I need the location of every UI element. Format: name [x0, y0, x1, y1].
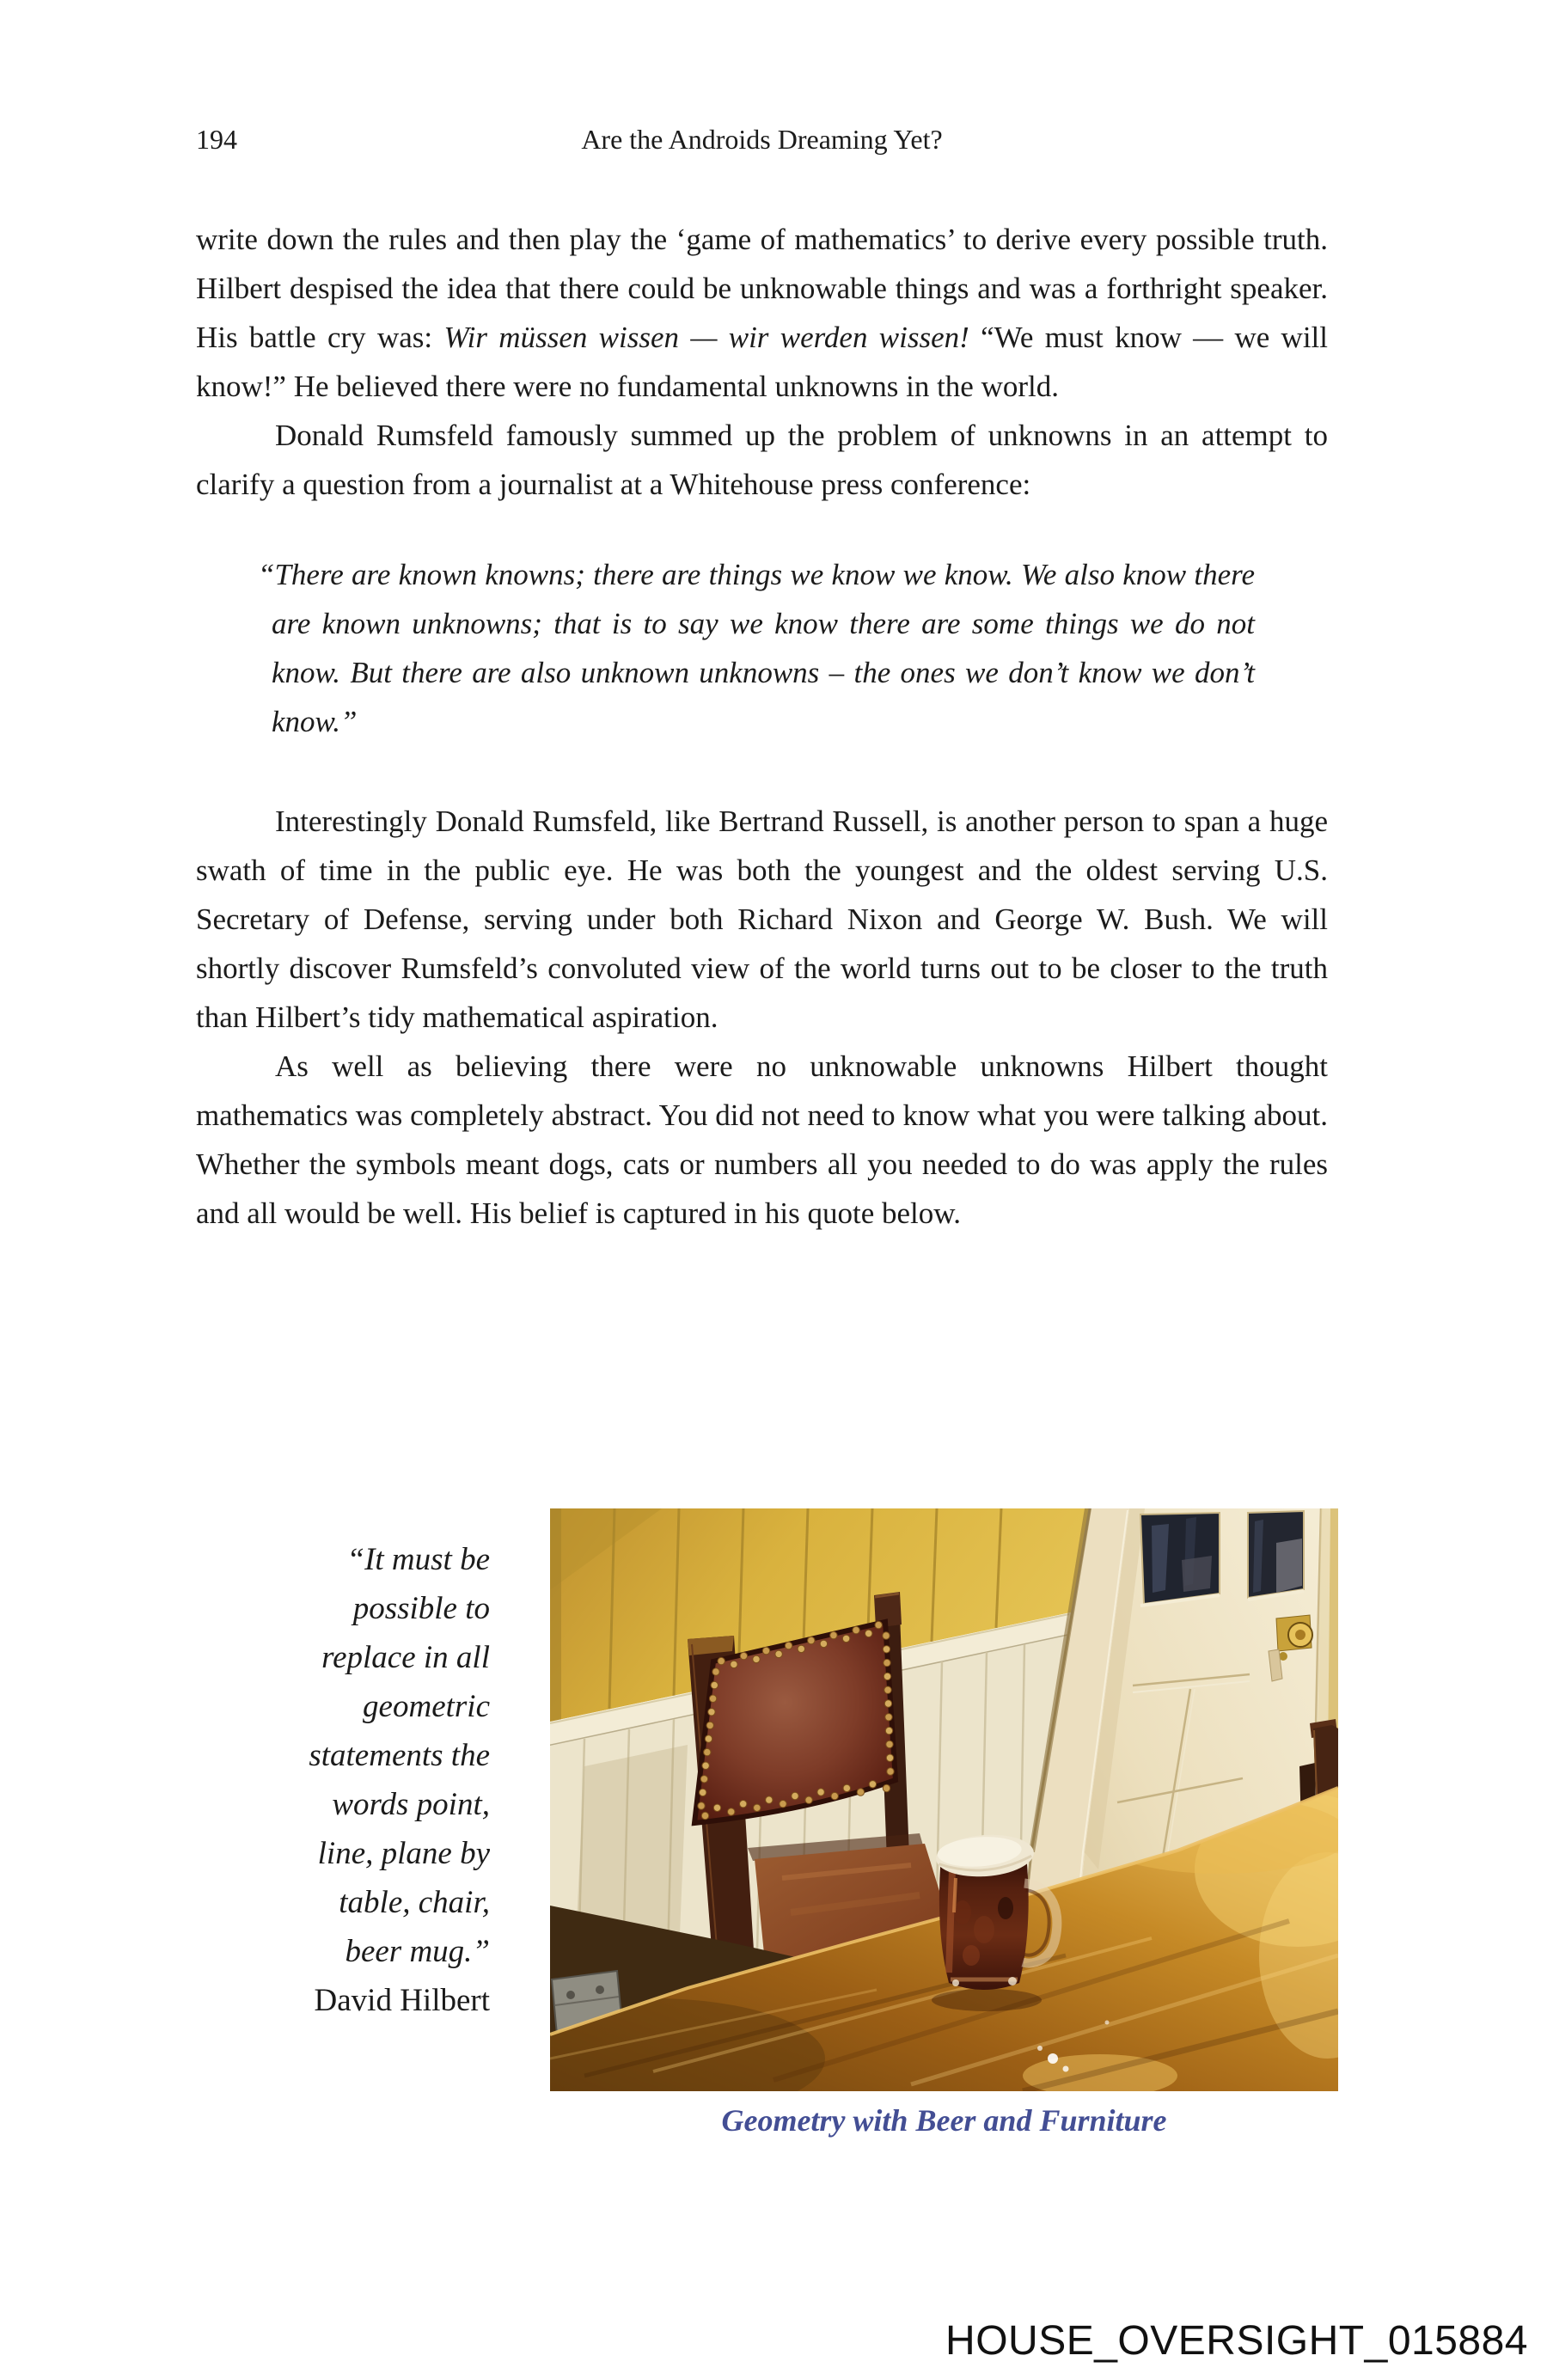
- pull-quote-line: beer mug.”: [345, 1934, 490, 1969]
- paragraph: As well as believing there were no unknowable unknowns Hilbert thought mathematics was completely abstract. You did not need to know what you were talking about. Whether the symbols meant dogs, cats or numbers all you needed to do was apply the rules and all would be well. His belief is captured in his quote below.: [196, 1049, 1328, 1230]
- pull-quote-attribution: David Hilbert: [314, 1983, 490, 2018]
- door-window-right: [1248, 1511, 1304, 1600]
- pull-quote-line: possible to: [352, 1591, 490, 1626]
- pull-quote-line: “It must be: [346, 1542, 490, 1577]
- paragraph: write down the rules and then play the ‘game of mathematics’ to derive every possible truth. Hilbert despised the idea that there could be unknowable things and was a forthright speaker. His battle cry was: Wir müssen wissen — wir werden wissen! “We must know — we will know!” He believed there were no fundamental unknowns in the world.: [196, 223, 1329, 403]
- table-sparkle: [1048, 2053, 1058, 2064]
- blockquote: “There are known knowns; there are things we know we know. We also know there are known unknowns; that is to say we know there are some things we do not know. But there are also unknown unknowns – the ones we don’t know we don’t know.”: [258, 558, 1255, 738]
- watermark: HOUSE_OVERSIGHT_015884: [945, 2318, 1528, 2364]
- pull-quote-line: geometric: [363, 1689, 490, 1724]
- pull-quote-line: table, chair,: [339, 1885, 490, 1920]
- paragraph-group-1: [196, 215, 1328, 509]
- figure-caption: Geometry with Beer and Furniture: [721, 2103, 1167, 2138]
- running-title: Are the Androids Dreaming Yet?: [581, 124, 943, 155]
- page-number: 194: [196, 124, 237, 155]
- paragraph: Donald Rumsfeld famously summed up the problem of unknowns in an attempt to clarify a question from a journalist at a Whitehouse press conference:: [196, 419, 1328, 501]
- paragraph: Interestingly Donald Rumsfeld, like Bertrand Russell, is another person to span a huge swath of time in the public eye. He was both the youngest and the oldest serving U.S. Secretary of Defense, serving under both Richard Nixon and George W. Bush. We will shortly discover Rumsfeld’s convoluted view of the world turns out to be closer to the truth than Hilbert’s tidy mathematical aspiration.: [196, 805, 1328, 1034]
- pub-photo: [550, 1508, 1338, 2091]
- pull-quote-line: statements the: [309, 1738, 490, 1773]
- pull-quote-line: line, plane by: [317, 1836, 490, 1871]
- pull-quote-line: replace in all: [321, 1640, 490, 1675]
- pull-quote-line: words point,: [332, 1787, 490, 1822]
- paragraph-group-2: [196, 797, 1328, 1238]
- pull-quote: [120, 1535, 490, 2025]
- body-text: [196, 215, 1328, 1238]
- pull-quote-lines: [120, 1535, 490, 1976]
- door-window-left: [1140, 1513, 1220, 1606]
